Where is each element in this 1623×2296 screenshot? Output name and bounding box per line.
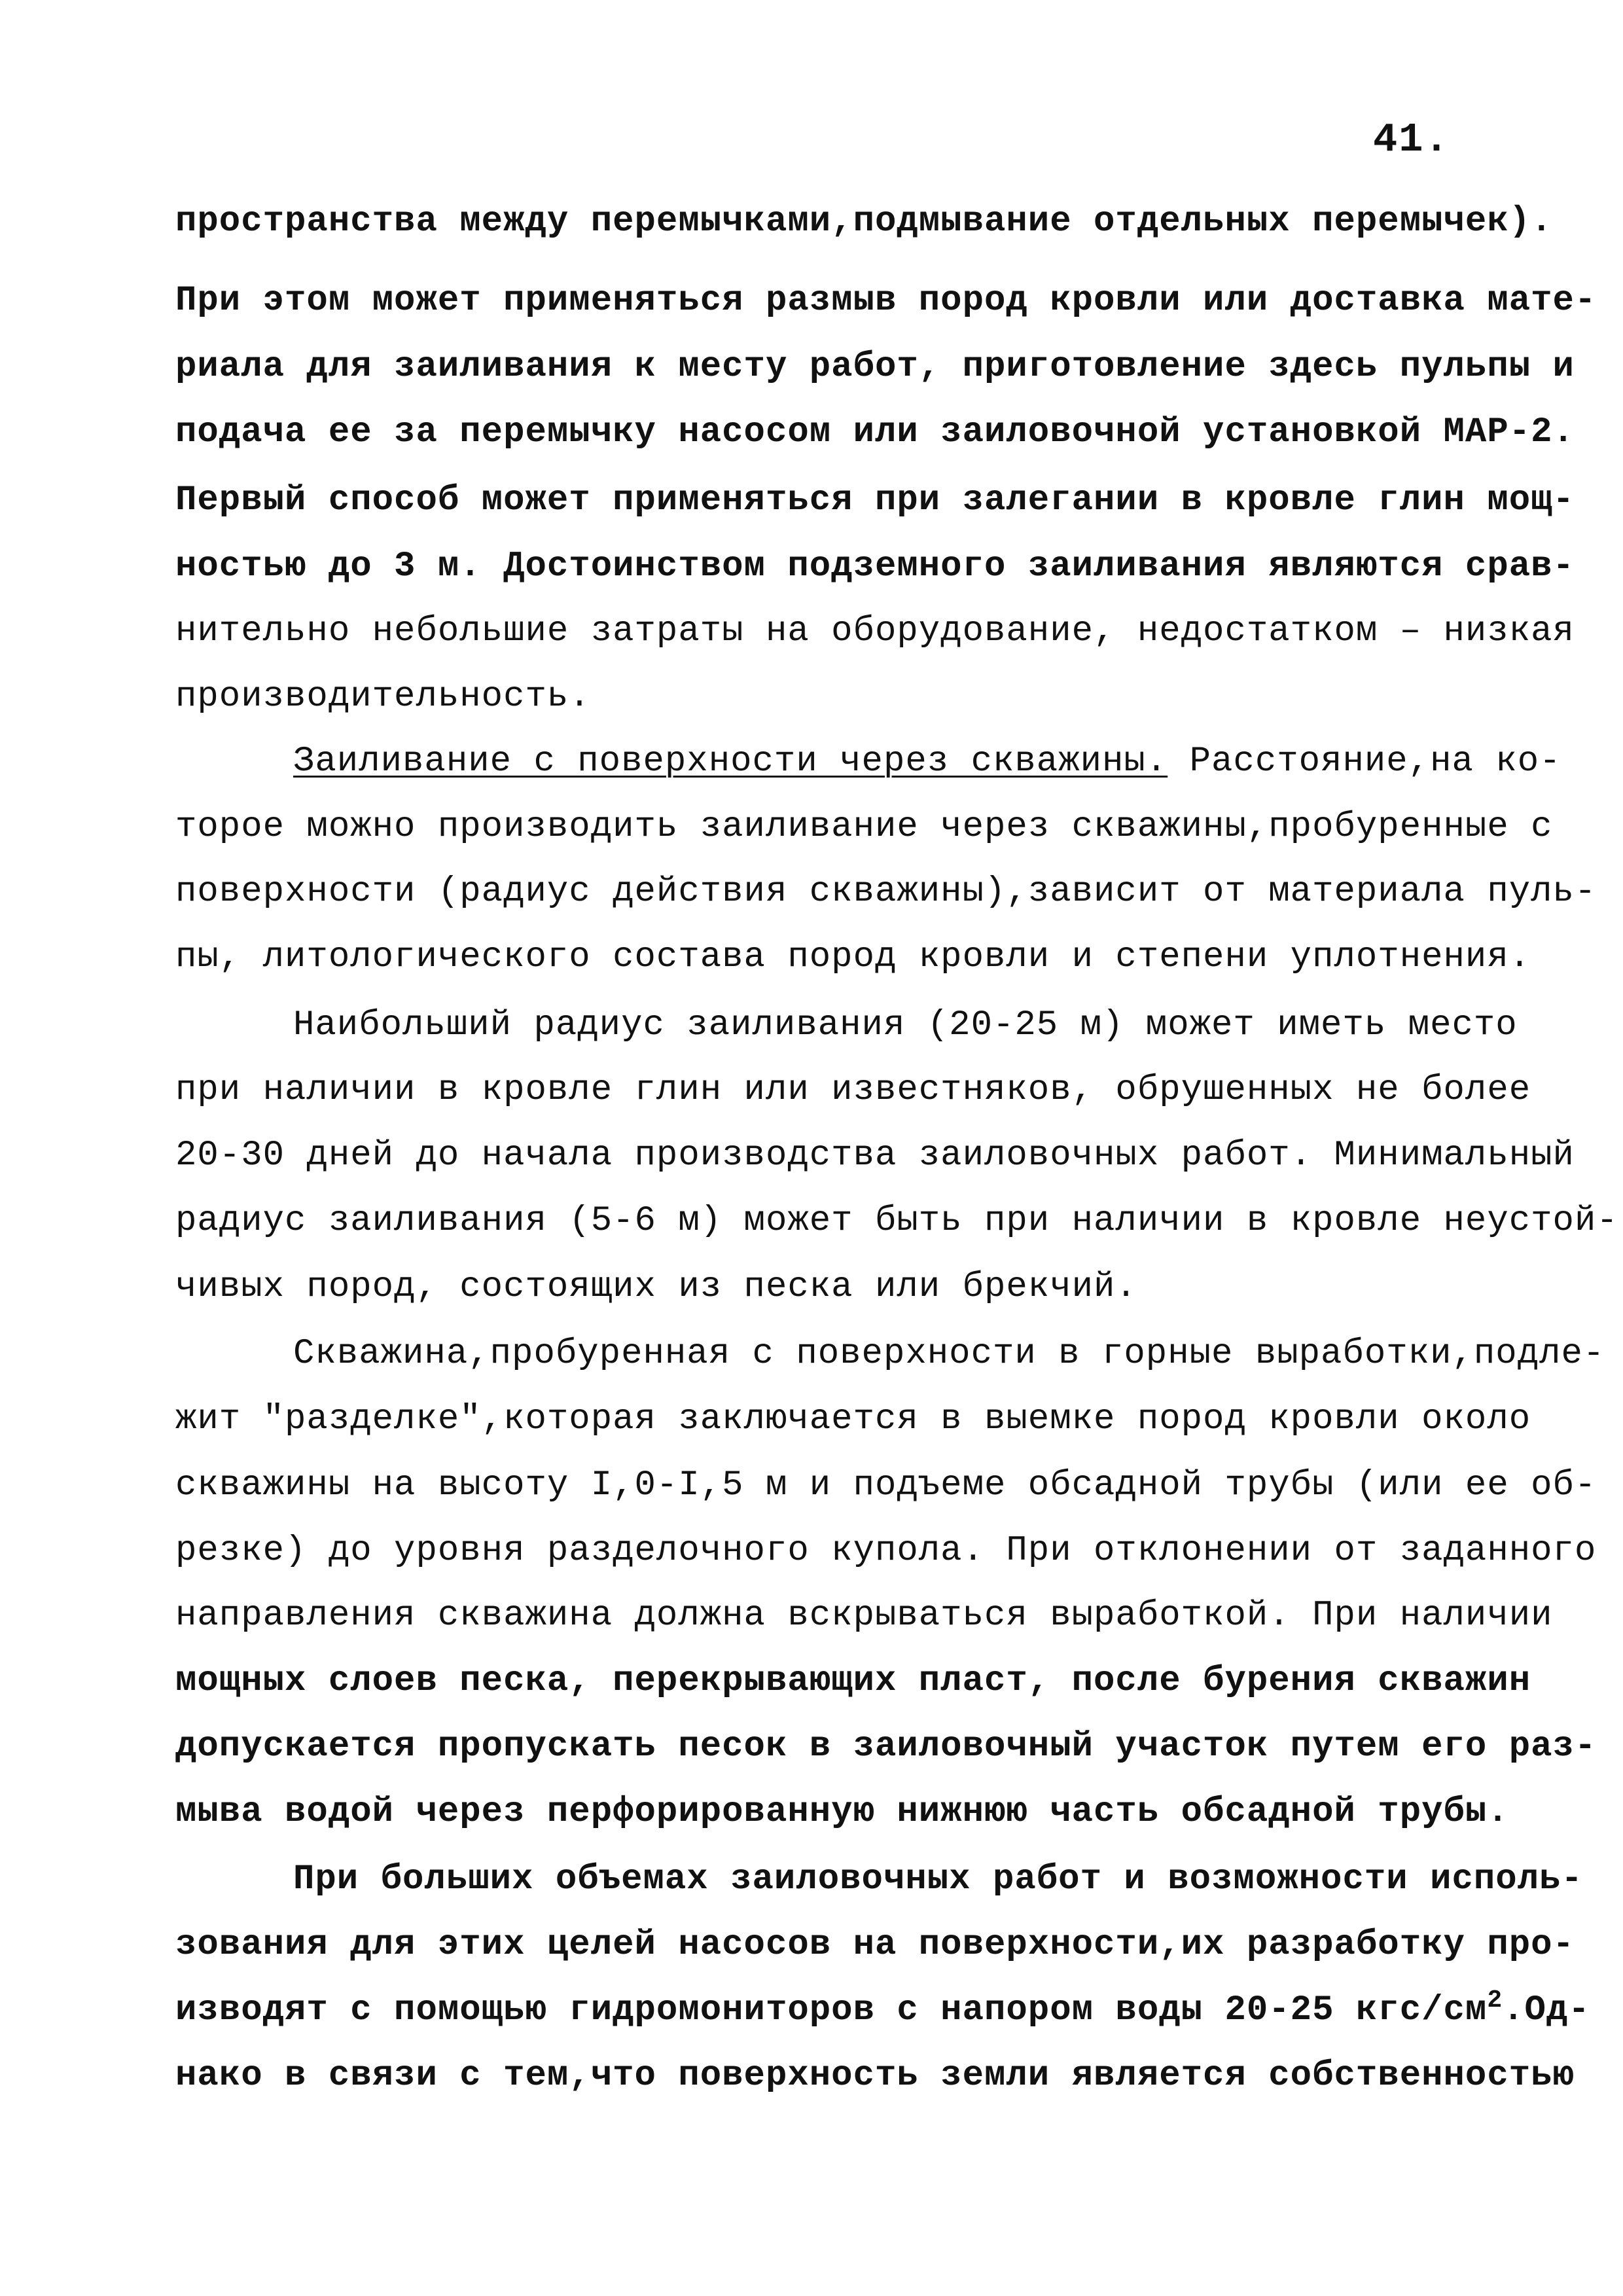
section-heading: Заиливание с поверхности через скважины. [293,742,1168,781]
text-line: подача ее за перемычку насосом или заиловочной установкой МАР-2. [175,412,1575,452]
text-line: Скважина,пробуренная с поверхности в горные выработки,подле- [293,1334,1605,1374]
text-fragment: Расстояние,на ко- [1168,742,1561,781]
text-line: при наличии в кровле глин или известняков, обрушенных не более [175,1070,1531,1110]
text-line: пы, литологического состава пород кровли и степени уплотнения. [175,937,1531,977]
text-line: Первый способ может применяться при залегании в кровле глин мощ- [175,480,1575,520]
text-line: радиус заиливания (5-6 м) может быть при наличии в кровле неустой- [175,1201,1618,1241]
text-fragment: изводят с помощью гидромониторов с напором воды 20-25 кгс/см [175,1990,1488,2030]
text-line: мощных слоев песка, перекрывающих пласт, после бурения скважин [175,1661,1531,1701]
text-line: Наибольший радиус заиливания (20-25 м) может иметь место [293,1005,1518,1045]
text-line: жит "разделке",которая заключается в выемке пород кровли около [175,1399,1531,1439]
text-line: торое можно производить заиливание через скважины,пробуренные с [175,807,1553,847]
text-line: производительность. [175,677,591,717]
text-line: поверхности (радиус действия скважины),зависит от материала пуль- [175,872,1597,912]
text-line: допускается пропускать песок в заиловочный участок путем его раз- [175,1727,1597,1767]
text-line: При больших объемах заиловочных работ и возможности исполь- [293,1859,1583,1899]
page-number: 41. [1373,117,1450,163]
text-line: резке) до уровня разделочного купола. При отклонении от заданного [175,1531,1597,1571]
text-line: ностью до 3 м. Достоинством подземного заиливания являются срав- [175,547,1575,586]
text-line: скважины на высоту I,0-I,5 м и подъеме обсадной трубы (или ее об- [175,1465,1597,1505]
text-line: пространства между перемычками,подмывание отдельных перемычек). [175,202,1553,242]
text-line: мыва водой через перфорированную нижнюю часть обсадной трубы. [175,1792,1509,1832]
text-fragment: .Од- [1503,1990,1590,2030]
text-line: чивых пород, состоящих из песка или брекчий. [175,1267,1137,1307]
text-line [175,1986,1590,2032]
text-line: направления скважина должна вскрываться выработкой. При наличии [175,1596,1553,1636]
text-line [293,741,1561,783]
text-line: 20-30 дней до начала производства заиловочных работ. Минимальный [175,1136,1575,1175]
text-line: нако в связи с тем,что поверхность земли является собственностью [175,2056,1575,2096]
text-line: зования для этих целей насосов на поверхности,их разработку про- [175,1925,1575,1965]
superscript: 2 [1487,1986,1503,2015]
text-line: При этом может применяться размыв пород кровли или доставка мате- [175,281,1597,321]
text-line: риала для заиливания к месту работ, приготовление здесь пульпы и [175,347,1575,387]
text-line: нительно небольшие затраты на оборудование, недостатком – низкая [175,611,1575,651]
